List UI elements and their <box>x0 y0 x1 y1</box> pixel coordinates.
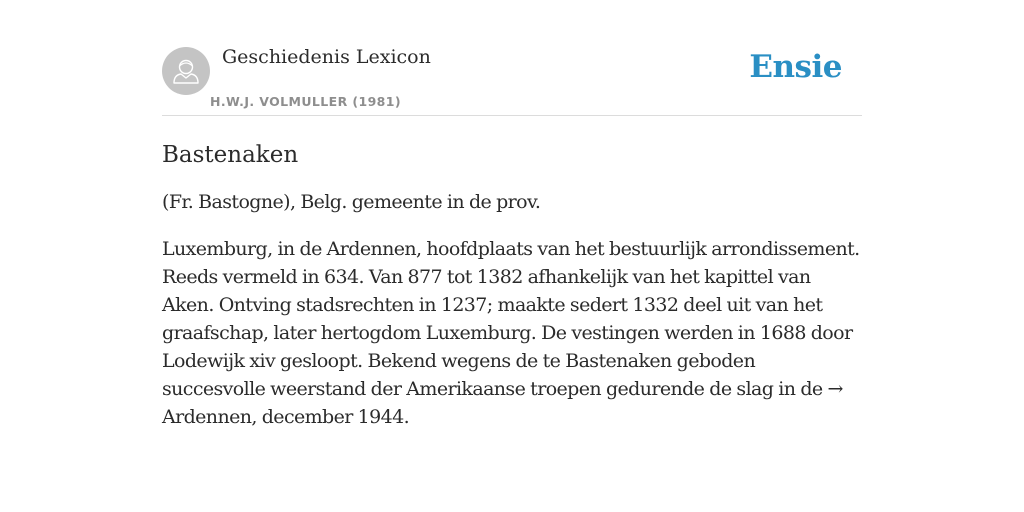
entry-header <box>162 44 862 116</box>
entry-card <box>162 44 862 431</box>
user-icon <box>162 47 210 95</box>
entry-paragraph: (Fr. Bastogne), Belg. gemeente in de prov. <box>162 191 541 213</box>
entry-title: Bastenaken <box>162 142 299 168</box>
brand-logo[interactable]: Ensie <box>749 49 842 85</box>
author-name[interactable]: H.W.J. VOLMULLER (1981) <box>210 94 401 109</box>
entry-paragraph: Luxemburg, in de Ardennen, hoofdplaats van het bestuurlijk arrondissement. Reeds vermeld in 634. Van 877 tot 1382 afhankelijk van het kapittel van Aken. Ontving stadsrechten in 1237; maakte sedert 1332 deel uit van het graafschap, later hertogdom Luxemburg. De vestingen werden in 1688 door Lodewijk xiv gesloopt. Bekend wegens de te Bastenaken geboden succesvolle weerstand der Amerikaanse troepen gedurende de slag in de → Ardennen, december 1944. <box>162 238 860 428</box>
book-title[interactable]: Geschiedenis Lexicon <box>222 46 431 68</box>
